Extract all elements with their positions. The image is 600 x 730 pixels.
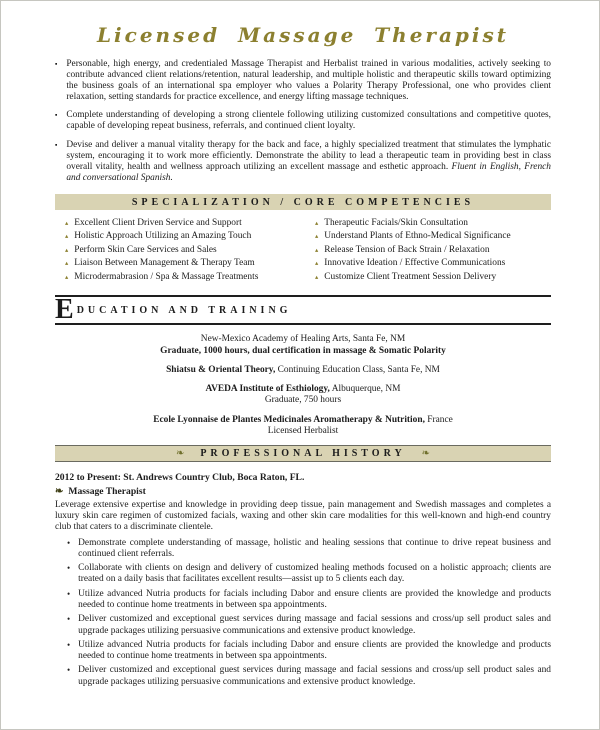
page-title: Licensed Massage Therapist [96,23,509,47]
job-entry [55,472,551,688]
job-bullet-list [55,538,551,688]
summary-text: Complete understanding of developing a strong clientele following utilizing customized consultations and competitive quotes, capable of developing repeat business, referrals, and continued client loyalty. [66,110,551,132]
triangle-bullet-icon: ▴ [65,273,69,281]
competency-item [315,258,551,269]
triangle-bullet-icon: ▴ [315,260,319,268]
section-title: DUCATION AND TRAINING [76,304,292,316]
competency-item [65,245,301,256]
job-intro: Leverage extensive expertise and knowledge in providing deep tissue, pain management and Swedish massages and completes a luxury skin care regimen of customized facials, waxing and other skin care modalities for this well-known and high-end country club that caters to a discriminate clientele. [55,499,551,533]
job-bullet-text: Collaborate with clients on design and delivery of customized healing methods focused on a holistic approach; clients are treated on a daily basis that facilitates excellent results—assist up to 5 clients each day. [78,563,551,585]
competency-item [315,218,551,229]
job-bullet-text: Utilize advanced Nutria products for facials including Dabor and ensure clients are provided the knowledge and products needed to continue home treatments in between spa appointments. [78,639,551,662]
job-bullet-item [67,589,551,612]
summary-text [66,140,551,184]
competency-label: Understand Plants of Ethno-Medical Significance [324,231,511,242]
competencies-left-column [55,218,301,285]
job-bullet-text: Demonstrate complete understanding of massage, holistic and healing sessions that continue to drive repeat business and continued client referrals. [78,537,551,559]
education-detail: Continuing Education Class, Santa Fe, NM [275,364,440,375]
competency-item [65,272,301,283]
job-bullet-text: Deliver customized and exceptional guest services during massage and facial sessions and cross/up sell product sales and upgrade packages utilizing persuasive communications and extensive product knowledge. [78,665,551,687]
education-entry [55,365,551,376]
education-school: New-Mexico Academy of Healing Arts, Santa Fe, NM [200,334,406,345]
competency-label: Perform Skin Care Services and Sales [74,244,217,255]
summary-bullet-item [55,110,551,132]
competency-item [65,231,301,242]
section-title: SPECIALIZATION / CORE COMPETENCIES [131,196,475,208]
education-detail: Licensed Herbalist [267,425,339,436]
competency-item [315,245,551,256]
section-title: PROFESSIONAL HISTORY [200,448,406,460]
triangle-bullet-icon: ▴ [315,233,319,241]
triangle-bullet-icon: ▴ [65,246,69,254]
dot-bullet-icon: • [67,563,71,574]
section-header-specialization [55,194,551,210]
triangle-bullet-icon: ▴ [65,260,69,268]
education-school: Shiatsu & Oriental Theory, [166,364,276,375]
competency-label: Therapeutic Facials/Skin Consultation [324,217,468,228]
competency-label: Customize Client Treatment Session Delivery [324,271,497,282]
education-entry [55,415,551,438]
job-bullet-text: Deliver customized and exceptional guest services during massage and facial sessions and cross/up sell product sales and upgrade packages utilizing persuasive communications and extensive product knowledge. [78,614,551,636]
job-bullet-item [67,538,551,561]
summary-text: Personable, high energy, and credentialed Massage Therapist and Herbalist trained in various modalities, actively seeking to contribute advanced client relations/retention, natural leadership, and multiple holistic and therapeutic skills toward optimizing the business goals of an international spa employer who values a Polarity Therapy Professional, one who provides client relaxation, setting standards for practice excellence, and energy lifting massage techniques. [66,59,551,103]
education-location: France [424,414,453,425]
square-bullet-icon: ▪ [55,112,58,120]
triangle-bullet-icon: ▴ [65,219,69,227]
summary-text-main: Devise and deliver a manual vitality therapy for the back and face, a highly specialized treatment that stimulates the lymphatic system, encouraging it to work more efficiently. Demonstrate the ability to lead a therapeutic team in providing best in class overall vitality, health and wellness approach utilizing an excellent massage and esthetic approach. [66,139,551,172]
competency-label: Microdermabrasion / Spa & Massage Treatments [74,271,259,282]
education-entry [55,334,551,357]
job-role-line [55,486,551,498]
education-location: Albuquerque, NM [329,384,401,395]
competencies-right-column [301,218,551,285]
education-dropcap: E [55,294,74,326]
job-bullet-item [67,640,551,663]
competency-label: Innovative Ideation / Effective Communications [324,258,506,269]
competency-item [315,272,551,283]
dot-bullet-icon: • [67,537,71,548]
job-bullet-item [67,665,551,688]
triangle-bullet-icon: ▴ [315,246,319,254]
section-header-professional-history [55,445,551,462]
triangle-bullet-icon: ▴ [315,273,319,281]
job-bullet-item [67,614,551,637]
job-bullet-text: Utilize advanced Nutria products for facials including Dabor and ensure clients are provided the knowledge and products needed to continue home treatments in between spa appointments. [78,588,551,610]
competency-label: Holistic Approach Utilizing an Amazing Touch [74,231,252,242]
competency-label: Release Tension of Back Strain / Relaxation [324,244,490,255]
summary-bullet-item [55,59,551,103]
education-detail: Graduate, 750 hours [264,395,342,406]
competencies-columns [55,218,551,285]
dot-bullet-icon: • [67,665,71,676]
competency-label: Liaison Between Management & Therapy Team [74,258,255,269]
education-section [55,334,551,437]
job-heading: 2012 to Present: St. Andrews Country Club, Boca Raton, FL. [55,472,305,484]
education-detail: Graduate, 1000 hours, dual certification in massage & Somatic Polarity [160,345,446,356]
competency-item [315,231,551,242]
square-bullet-icon: ▪ [55,141,58,149]
education-entry [55,384,551,407]
leaf-ornament-icon: ❧ [175,448,185,460]
job-bullet-item [67,563,551,586]
square-bullet-icon: ▪ [55,61,58,68]
section-header-education [55,295,551,325]
dot-bullet-icon: • [67,639,71,650]
dot-bullet-icon: • [67,614,71,625]
summary-text-italic: Fluent in English, French and conversational Spanish. [66,161,551,183]
competency-label: Excellent Client Driven Service and Support [74,217,242,228]
education-school: AVEDA Institute of Esthiology, [205,384,330,395]
job-role: Massage Therapist [68,486,146,497]
competency-item [65,258,301,269]
triangle-bullet-icon: ▴ [65,233,69,241]
competency-item [65,218,301,229]
leaf-bullet-icon: ❧ [55,485,64,497]
triangle-bullet-icon: ▴ [315,219,319,227]
summary-list [55,59,551,184]
education-school: Ecole Lyonnaise de Plantes Medicinales Aromatherapy & Nutrition, [153,414,425,425]
dot-bullet-icon: • [67,588,71,599]
summary-bullet-item [55,140,551,184]
leaf-ornament-icon: ❧ [421,448,431,460]
